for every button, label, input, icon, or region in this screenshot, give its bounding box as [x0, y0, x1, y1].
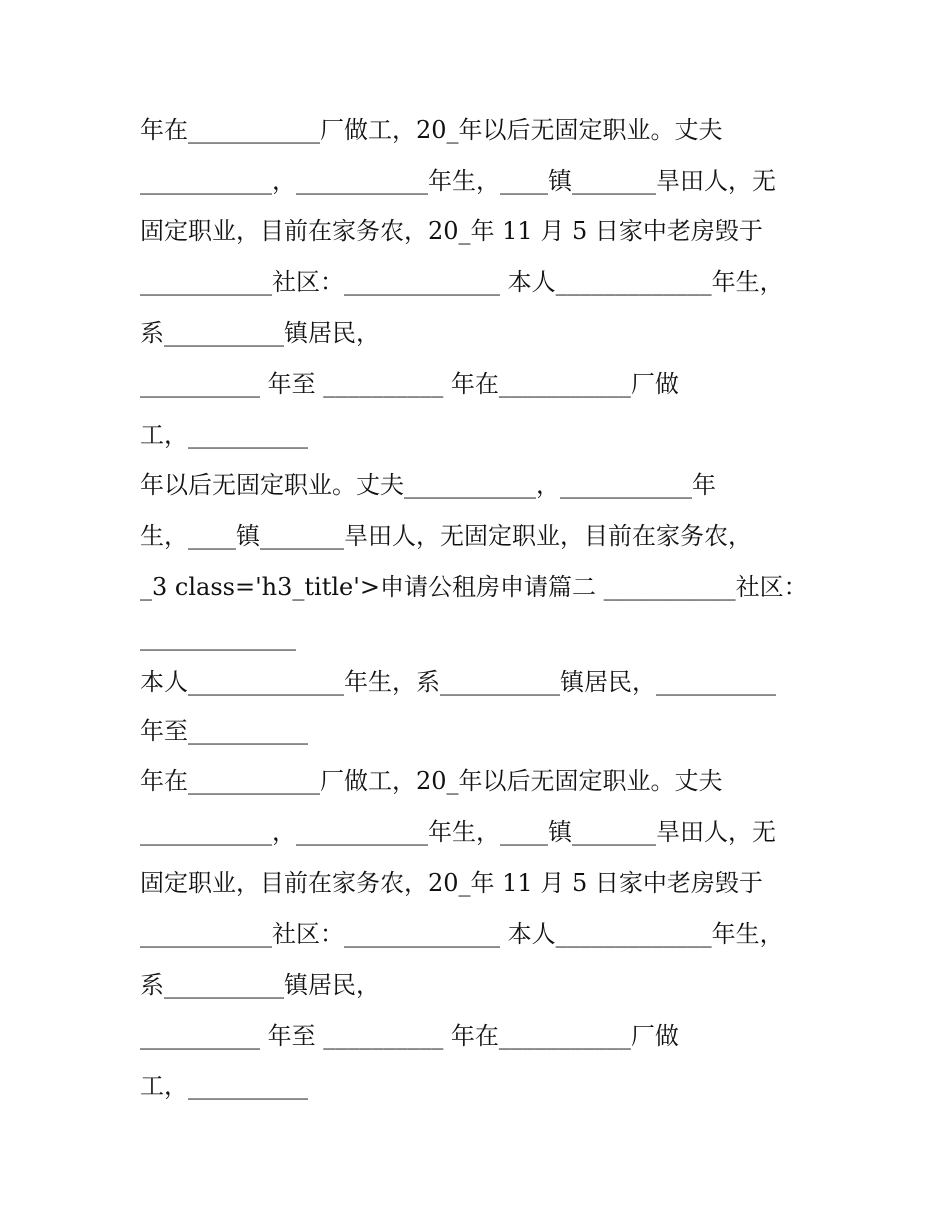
text-line: 固定职业，目前在家务农，20_年 11 月 5 日家中老房毁于 — [140, 217, 763, 245]
text-line: ___________社区：_____________ 本人_____________年生， — [140, 268, 784, 296]
text-line: 工，__________ — [140, 421, 308, 449]
text-line: __________ 年至 __________ 年在___________厂做 — [140, 370, 679, 398]
text-line: 年至__________ — [140, 717, 308, 745]
text-line: 年以后无固定职业。丈夫___________，___________年 — [140, 471, 716, 499]
text-line: 系__________镇居民， — [140, 319, 380, 347]
text-line: 生，____镇_______旱田人，无固定职业，目前在家务农， — [140, 522, 752, 550]
text-line: ___________社区：_____________ 本人_____________年生， — [140, 920, 784, 948]
text-line: ___________，___________年生，____镇_______旱田人，无 — [140, 167, 776, 195]
text-line: 固定职业，目前在家务农，20_年 11 月 5 日家中老房毁于 — [140, 869, 763, 897]
text-line: ___________，___________年生，____镇_______旱田人，无 — [140, 818, 776, 846]
text-line: 本人_____________年生，系__________镇居民，__________ — [140, 668, 776, 696]
text-line: _____________ — [140, 623, 296, 651]
text-line: 年在___________厂做工，20_年以后无固定职业。丈夫 — [140, 116, 723, 144]
text-line: 系__________镇居民， — [140, 971, 380, 999]
text-line: _3 class='h3_title'>申请公租房申请篇二 ___________社区： — [140, 573, 808, 601]
text-line: 工，__________ — [140, 1072, 308, 1100]
text-line: __________ 年至 __________ 年在___________厂做 — [140, 1022, 679, 1050]
text-line: 年在___________厂做工，20_年以后无固定职业。丈夫 — [140, 767, 723, 795]
